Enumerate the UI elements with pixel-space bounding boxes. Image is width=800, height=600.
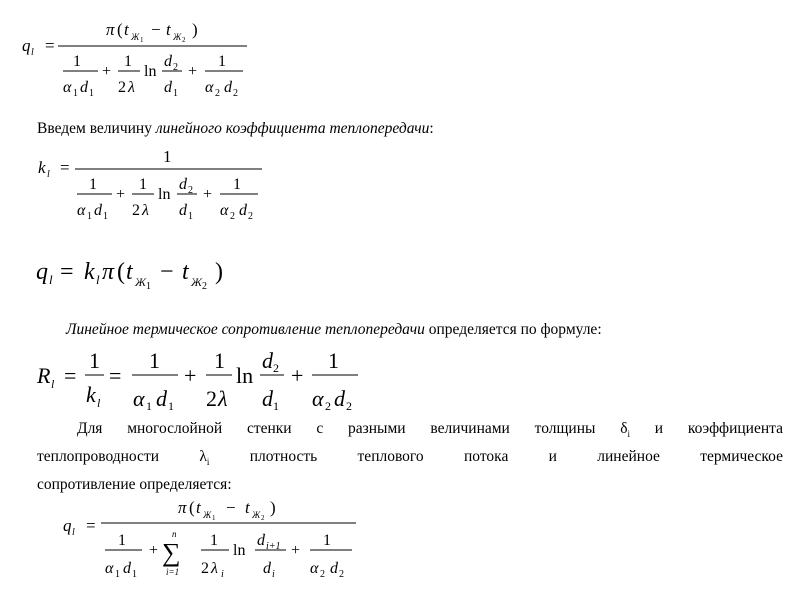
svg-text:2: 2 [339,569,344,580]
svg-text:α: α [63,79,72,96]
svg-text:1: 1 [163,147,172,166]
svg-text:1: 1 [115,569,120,580]
svg-text:+: + [291,363,304,388]
svg-text:1: 1 [273,399,279,413]
svg-text:α: α [310,560,319,577]
svg-text:1: 1 [73,53,81,70]
svg-text:q: q [36,259,48,285]
svg-text:2: 2 [230,211,235,222]
svg-text:2: 2 [215,88,220,99]
svg-text:1: 1 [146,399,152,413]
svg-text:d: d [257,532,265,549]
svg-text:l: l [31,47,34,58]
svg-text:α: α [77,202,86,219]
svg-text:i: i [272,569,275,580]
svg-text:1: 1 [118,532,126,549]
svg-text:1: 1 [89,176,97,193]
svg-text:=: = [86,516,96,535]
svg-text:ln: ln [233,542,246,559]
svg-text:+: + [184,363,197,388]
svg-text:+: + [102,63,112,80]
svg-text:d: d [123,560,131,577]
svg-text:α: α [133,386,145,411]
svg-text:2: 2 [132,202,140,219]
svg-text:=: = [45,36,55,55]
svg-text:Ж: Ж [135,275,146,289]
svg-text:l: l [49,272,53,287]
svg-text:1: 1 [210,532,218,549]
svg-text:q: q [63,516,72,535]
svg-text:π: π [106,20,115,39]
svg-text:1: 1 [89,88,94,99]
svg-text:Ж: Ж [173,32,182,42]
svg-text:d: d [263,560,271,577]
svg-text:k: k [84,259,95,285]
svg-text:1: 1 [146,281,151,292]
intro-sentence: Введем величину линейного коэффициента теплопередачи: [37,120,434,137]
svg-text:λ: λ [211,560,218,577]
svg-text:i=1: i=1 [166,567,180,577]
svg-text:1: 1 [218,53,226,70]
svg-text:d: d [262,348,273,373]
svg-text:1: 1 [173,88,178,99]
sum-sign: ∑ [162,538,181,567]
svg-text:): ) [215,259,223,285]
svg-text:1: 1 [103,211,108,222]
multilayer-line-1: Для многослойной стенки с разными величинами толщины $\delta_i$ и коэффициента [77,420,783,440]
svg-text:Ж: Ж [131,32,140,42]
svg-text:2: 2 [273,361,279,375]
svg-text:α: α [312,386,324,411]
svg-text:=: = [64,363,77,388]
svg-text:1: 1 [212,514,216,522]
svg-text:=: = [109,363,122,388]
svg-text:): ) [192,20,198,39]
svg-text:ln: ln [236,363,254,388]
svg-text:d: d [179,176,187,193]
svg-text:λ: λ [128,79,135,96]
svg-text:+: + [203,186,213,203]
svg-text:1: 1 [73,88,78,99]
svg-text:π: π [102,259,115,285]
svg-text:2: 2 [346,399,352,413]
svg-text:k: k [86,382,96,407]
svg-text:+: + [116,186,126,203]
svg-text:1: 1 [214,348,225,373]
svg-text:2: 2 [173,62,178,73]
svg-text:1: 1 [149,348,160,373]
svg-text:+: + [291,542,301,559]
svg-text:d: d [164,79,172,96]
svg-text:2: 2 [118,79,126,96]
svg-text:d: d [330,560,338,577]
resistance-sentence: Линейное термическое сопротивление теплопередачи определяется по формуле: [66,321,602,338]
svg-text:1: 1 [89,348,100,373]
svg-text:−: − [160,259,174,285]
formula-ql-lhs-q: q [22,36,31,55]
svg-text:π: π [178,498,187,517]
svg-text:d: d [179,202,187,219]
svg-text:l: l [96,272,100,287]
svg-text:i+1: i+1 [266,541,281,552]
svg-text:2: 2 [320,569,325,580]
svg-text:(: ( [117,20,123,39]
svg-text:2: 2 [182,36,186,44]
svg-text:i: i [221,569,224,580]
svg-text:2: 2 [261,514,265,522]
svg-text:λ: λ [142,202,149,219]
svg-text:α: α [205,79,214,96]
svg-text:2: 2 [202,281,207,292]
svg-text:1: 1 [140,36,144,44]
svg-text:k: k [38,158,46,177]
svg-text:1: 1 [132,569,137,580]
svg-text:+: + [188,63,198,80]
svg-text:t: t [196,498,201,517]
svg-text:1: 1 [87,211,92,222]
svg-text:d: d [94,202,102,219]
svg-text:Ж: Ж [203,510,212,520]
svg-text:−: − [226,498,236,517]
svg-text:1: 1 [168,399,174,413]
svg-text:+: + [149,542,159,559]
svg-text:n: n [172,529,177,539]
svg-text:Ж: Ж [252,510,261,520]
svg-text:2: 2 [206,386,217,411]
svg-text:(: ( [117,259,125,285]
svg-text:1: 1 [188,211,193,222]
svg-text:l: l [47,169,50,180]
svg-text:t: t [245,498,250,517]
svg-text:1: 1 [124,53,132,70]
svg-text:l: l [51,377,55,391]
svg-text:t: t [182,259,189,285]
multilayer-line-2: теплопроводности $\lambda_i$ плотность теплового потока и линейное термическое [37,448,783,468]
svg-text:2: 2 [233,88,238,99]
svg-text:2: 2 [201,560,209,577]
svg-text:d: d [224,79,232,96]
svg-text:d: d [239,202,247,219]
svg-text:2: 2 [325,399,331,413]
svg-text:1: 1 [323,532,331,549]
svg-text:2: 2 [188,185,193,196]
svg-text:t: t [166,20,171,39]
svg-text:1: 1 [328,348,339,373]
svg-text:−: − [151,20,161,39]
svg-text:=: = [60,158,70,177]
svg-text:=: = [60,259,74,285]
svg-text:t: t [124,20,129,39]
svg-text:ln: ln [144,63,157,80]
svg-text:d: d [80,79,88,96]
svg-text:t: t [126,259,133,285]
svg-text:l: l [97,396,101,410]
svg-text:): ) [270,498,276,517]
svg-text:d: d [334,386,345,411]
svg-text:R: R [37,363,51,388]
svg-text:(: ( [189,498,195,517]
svg-text:l: l [72,527,75,538]
svg-text:ln: ln [158,186,171,203]
svg-text:d: d [164,53,172,70]
svg-text:2: 2 [248,211,253,222]
svg-text:1: 1 [233,176,241,193]
svg-text:d: d [262,386,273,411]
svg-text:λ: λ [218,386,228,411]
svg-text:Ж: Ж [191,275,202,289]
svg-text:1: 1 [139,176,147,193]
svg-text:α: α [220,202,229,219]
svg-text:d: d [156,386,167,411]
svg-text:α: α [105,560,114,577]
multilayer-line-3: сопротивление определяется: [37,476,232,493]
